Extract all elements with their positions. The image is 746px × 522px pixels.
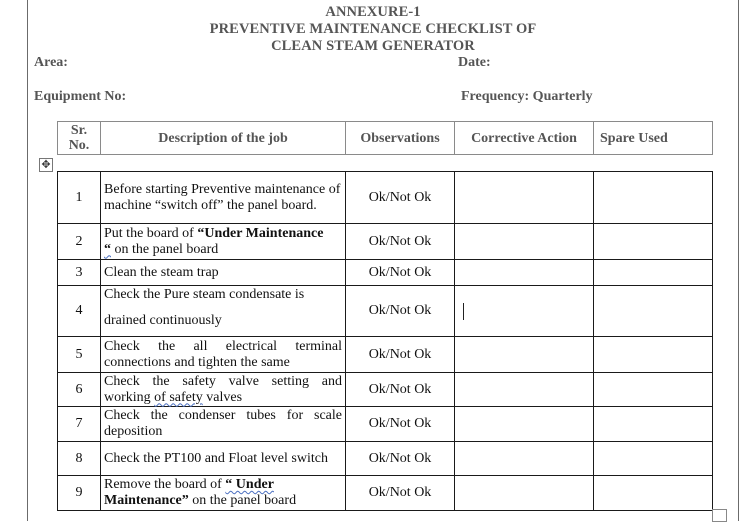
sr-cell: 9: [58, 476, 101, 511]
table-row: [58, 476, 713, 511]
corrective-action-cell[interactable]: [455, 224, 594, 260]
desc-bold-text: “ Under: [225, 477, 274, 492]
spare-used-cell[interactable]: [594, 373, 713, 407]
spare-used-cell[interactable]: [594, 286, 713, 337]
description-cell[interactable]: [101, 373, 346, 407]
spare-used-cell[interactable]: [594, 476, 713, 511]
desc-text: Check the Pure steam condensate is: [104, 287, 305, 302]
corrective-action-cell[interactable]: [455, 337, 594, 373]
spare-used-cell[interactable]: [594, 260, 713, 286]
spare-used-cell[interactable]: [594, 172, 713, 224]
document-title-line1: PREVENTIVE MAINTENANCE CHECKLIST OF: [209, 21, 537, 37]
spare-used-header: Spare Used: [594, 122, 713, 155]
table-row: [58, 286, 713, 337]
sr-cell: 1: [58, 172, 101, 224]
sr-cell: 3: [58, 260, 101, 286]
observation-cell[interactable]: Ok/Not Ok: [346, 224, 455, 260]
description-header: Description of the job: [101, 122, 346, 155]
observation-cell[interactable]: Ok/Not Ok: [346, 337, 455, 373]
corrective-action-cell[interactable]: [455, 286, 594, 337]
table-row: [58, 442, 713, 476]
table-row: [58, 224, 713, 260]
sr-cell: 5: [58, 337, 101, 373]
description-cell[interactable]: Before starting Preventive maintenance of machine “switch off” the panel board.: [101, 172, 346, 224]
frequency-label: Frequency: Quarterly: [461, 89, 593, 104]
table-row: [58, 373, 713, 407]
desc-text: Remove the board of: [104, 477, 226, 492]
column-header-table: [57, 121, 713, 155]
equipment-no-label: Equipment No:: [34, 89, 127, 104]
table-row: [58, 172, 713, 224]
page-margin-right: [738, 0, 739, 521]
corrective-action-header: Corrective Action: [455, 122, 594, 155]
description-cell[interactable]: Clean the steam trap: [101, 260, 346, 286]
area-label: Area:: [34, 55, 68, 70]
table-move-handle-icon[interactable]: ✥: [39, 158, 53, 172]
spare-used-cell[interactable]: [594, 224, 713, 260]
observation-cell[interactable]: Ok/Not Ok: [346, 407, 455, 442]
description-cell[interactable]: Check the PT100 and Float level switch: [101, 442, 346, 476]
desc-text: Check the safety valve setting and working: [104, 373, 342, 405]
sr-cell: 7: [58, 407, 101, 442]
text-cursor: [463, 303, 464, 320]
sr-cell: 2: [58, 224, 101, 260]
corrective-action-cell[interactable]: [455, 260, 594, 286]
observation-cell[interactable]: Ok/Not Ok: [346, 373, 455, 407]
table-row: [58, 337, 713, 373]
date-label: Date:: [458, 55, 491, 70]
sr-cell: 6: [58, 373, 101, 407]
observation-cell[interactable]: Ok/Not Ok: [346, 286, 455, 337]
sr-header-line2: No.: [68, 138, 90, 153]
sr-cell: 8: [58, 442, 101, 476]
sr-cell: 4: [58, 286, 101, 337]
spare-used-cell[interactable]: [594, 407, 713, 442]
corrective-action-cell[interactable]: [455, 172, 594, 224]
spare-used-cell[interactable]: [594, 442, 713, 476]
table-row: [58, 260, 713, 286]
table-row: [58, 407, 713, 442]
desc-text: drained continuously: [104, 313, 222, 328]
description-cell[interactable]: Check the condenser tubes for scale deposition: [101, 407, 346, 442]
desc-quote-mark: “: [104, 241, 111, 257]
checklist-table: [57, 171, 713, 511]
table-resize-handle[interactable]: [712, 509, 727, 522]
desc-text: Put the board of: [104, 225, 198, 241]
description-cell[interactable]: [101, 476, 346, 511]
observation-cell[interactable]: Ok/Not Ok: [346, 172, 455, 224]
annexure-heading: ANNEXURE-1: [325, 4, 421, 20]
desc-bold-text: Maintenance”: [104, 493, 189, 508]
desc-text: valves: [202, 389, 243, 405]
corrective-action-cell[interactable]: [455, 476, 594, 511]
corrective-action-cell[interactable]: [455, 407, 594, 442]
desc-text: on the panel board: [111, 241, 219, 257]
description-cell[interactable]: [101, 286, 346, 337]
corrective-action-cell[interactable]: [455, 442, 594, 476]
document-title-line2: CLEAN STEAM GENERATOR: [271, 38, 475, 54]
sr-no-header: [58, 122, 101, 155]
desc-flagged-text: of safety: [154, 389, 203, 405]
description-cell[interactable]: Check the all electrical terminal connections and tighten the same: [101, 337, 346, 373]
description-cell[interactable]: [101, 224, 346, 260]
observation-cell[interactable]: Ok/Not Ok: [346, 442, 455, 476]
desc-text: on the panel board: [188, 493, 297, 508]
corrective-action-cell[interactable]: [455, 373, 594, 407]
spare-used-cell[interactable]: [594, 337, 713, 373]
desc-bold-text: “Under Maintenance: [197, 225, 324, 241]
observation-cell[interactable]: Ok/Not Ok: [346, 476, 455, 511]
page-margin-left: [27, 0, 28, 521]
sr-header-line1: Sr.: [70, 123, 88, 138]
observation-cell[interactable]: Ok/Not Ok: [346, 260, 455, 286]
observations-header: Observations: [346, 122, 455, 155]
